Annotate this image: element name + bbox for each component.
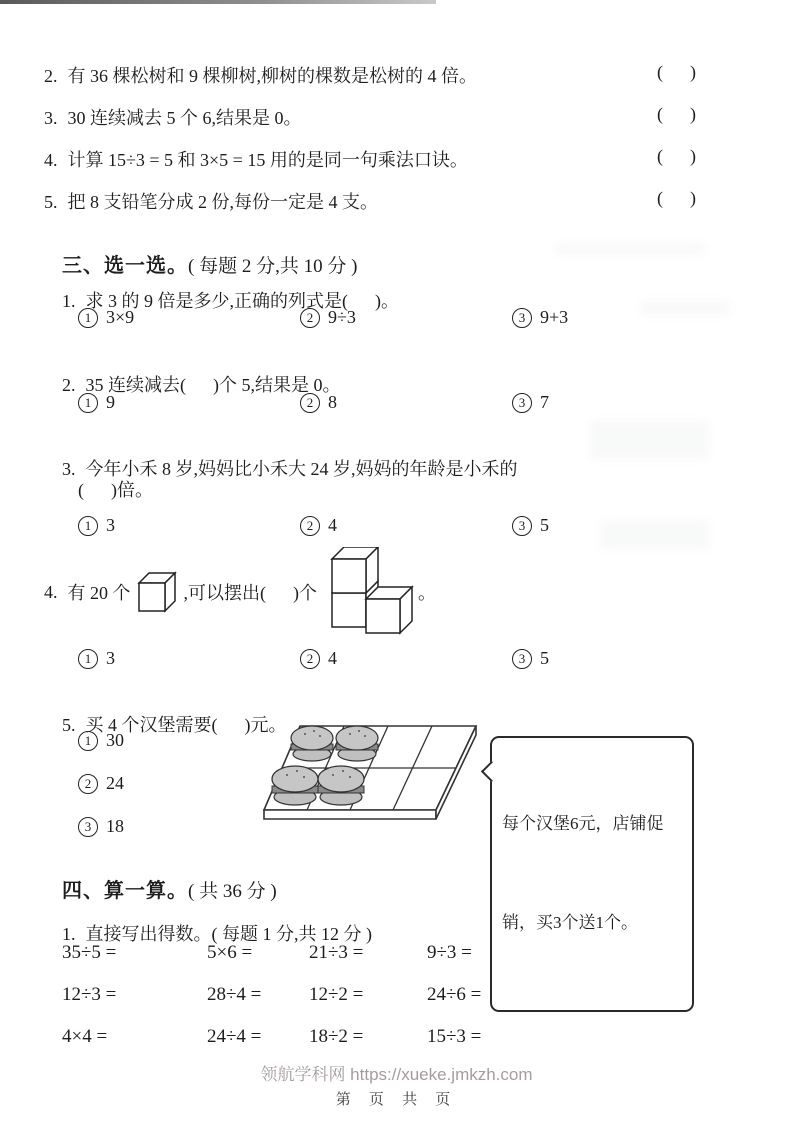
speech-bubble xyxy=(490,736,694,1012)
section-title: 四、算一算。 xyxy=(62,880,188,902)
option-2 xyxy=(300,515,512,536)
question-number: 3. xyxy=(62,459,76,479)
question-number: 4. xyxy=(44,150,58,170)
equation: 12÷2 = xyxy=(309,984,364,1005)
option-label: 4 xyxy=(328,515,337,535)
option-label: 3 xyxy=(106,515,115,535)
watermark-site-url: 领航学科网 https://xueke.jmkzh.com xyxy=(260,1065,533,1084)
truefalse-item xyxy=(44,62,696,88)
option-label: 30 xyxy=(106,730,124,750)
question-text: 求 3 的 9 倍是多少,正确的列式是( )。 xyxy=(85,291,399,311)
option-label: 5 xyxy=(540,648,549,668)
circled-number-icon: 3 xyxy=(512,393,532,413)
option-label: 9 xyxy=(106,392,115,412)
question-text-line1: 今年小禾 8 岁,妈妈比小禾大 24 岁,妈妈的年龄是小禾的 xyxy=(85,459,518,479)
option-label: 4 xyxy=(328,648,337,668)
circled-number-icon: 2 xyxy=(300,516,320,536)
hamburger-icon xyxy=(272,766,318,805)
cube-arrangement-figure xyxy=(322,547,414,637)
option-3 xyxy=(78,816,124,837)
unit-cube-icon xyxy=(135,569,179,615)
option-2 xyxy=(300,648,512,669)
hamburger-icon xyxy=(291,726,333,761)
question-number: 1. xyxy=(62,924,76,944)
truefalse-item xyxy=(44,104,696,130)
question-text: 2. 有 36 棵松树和 9 棵柳树,柳树的棵数是松树的 4 倍。 xyxy=(44,66,477,86)
options-row xyxy=(78,515,549,536)
equation: 9÷3 = xyxy=(427,942,472,963)
circled-number-icon: 3 xyxy=(512,308,532,328)
options-row xyxy=(78,307,568,328)
option-1 xyxy=(78,392,300,413)
bleed-artifact xyxy=(640,300,730,316)
page-number-label: 第 页 共 页 xyxy=(335,1091,458,1108)
equation: 4×4 = xyxy=(62,1026,108,1047)
equation: 15÷3 = xyxy=(427,1026,482,1047)
question-number: 3. xyxy=(44,108,58,128)
answer-blank: ( ) xyxy=(657,62,696,82)
option-label: 9+3 xyxy=(540,307,569,327)
subsection-text: 直接写出得数。( 每题 1 分,共 12 分 ) xyxy=(85,924,372,944)
equations-grid xyxy=(62,941,481,1049)
bleed-artifact xyxy=(590,420,710,460)
hamburger-tray-figure xyxy=(258,698,498,828)
equation: 24÷4 = xyxy=(207,1026,262,1047)
question-text: 4. 计算 15÷3 = 5 和 3×5 = 15 用的是同一句乘法口诀。 xyxy=(44,150,468,170)
options-row xyxy=(78,392,549,413)
option-label: 24 xyxy=(106,773,124,793)
option-3 xyxy=(512,307,568,328)
bubble-text-line2: 销，买3个送1个。 xyxy=(502,913,638,932)
equation: 12÷3 = xyxy=(62,984,117,1005)
section-points: ( 共 36 分 ) xyxy=(188,881,277,902)
option-3 xyxy=(512,515,549,536)
question-number: 5. xyxy=(62,715,76,735)
option-1 xyxy=(78,307,300,328)
question-number: 1. xyxy=(62,291,76,311)
option-label: 5 xyxy=(540,515,549,535)
option-3 xyxy=(512,392,549,413)
circled-number-icon: 3 xyxy=(512,516,532,536)
question-text-line2: ( )倍。 xyxy=(78,480,153,500)
equation: 28÷4 = xyxy=(207,984,262,1005)
question-number: 5. xyxy=(44,192,58,212)
option-label: 18 xyxy=(106,816,124,836)
option-2 xyxy=(78,773,124,794)
section-points: ( 每题 2 分,共 10 分 ) xyxy=(188,256,358,277)
circled-number-icon: 1 xyxy=(78,649,98,669)
option-label: 3 xyxy=(106,648,115,668)
question-text: 5. 把 8 支铅笔分成 2 份,每份一定是 4 支。 xyxy=(44,192,378,212)
equation: 21÷3 = xyxy=(309,942,364,963)
circled-number-icon: 1 xyxy=(78,731,98,751)
truefalse-item xyxy=(44,188,696,214)
option-2 xyxy=(300,307,512,328)
circled-number-icon: 2 xyxy=(300,393,320,413)
hamburger-icon xyxy=(318,766,364,805)
answer-blank: ( ) xyxy=(657,146,696,166)
circled-number-icon: 2 xyxy=(78,774,98,794)
option-1 xyxy=(78,730,124,751)
question-text: ,可以摆出( )个 xyxy=(179,583,322,603)
answer-blank: ( ) xyxy=(657,104,696,124)
option-1 xyxy=(78,515,300,536)
section-title: 三、选一选。 xyxy=(62,255,188,277)
bubble-text-line1: 每个汉堡6元，店铺促 xyxy=(502,814,664,833)
option-label: 8 xyxy=(328,392,337,412)
circled-number-icon: 1 xyxy=(78,516,98,536)
equation: 18÷2 = xyxy=(309,1026,364,1047)
question-number: 2. xyxy=(44,66,58,86)
choice-question xyxy=(44,552,436,632)
option-label: 7 xyxy=(540,392,549,412)
option-2 xyxy=(300,392,512,413)
option-label: 9÷3 xyxy=(328,307,356,327)
option-label: 3×9 xyxy=(106,307,135,327)
circled-number-icon: 1 xyxy=(78,308,98,328)
circled-number-icon: 1 xyxy=(78,393,98,413)
bleed-artifact xyxy=(600,520,710,550)
circled-number-icon: 2 xyxy=(300,649,320,669)
scan-edge-bar xyxy=(0,0,436,4)
option-3 xyxy=(512,648,549,669)
options-row xyxy=(78,648,549,669)
question-text: 35 连续减去( )个 5,结果是 0。 xyxy=(85,375,341,395)
equation: 5×6 = xyxy=(207,942,253,963)
question-text: 有 20 个 xyxy=(67,583,135,603)
answer-blank: ( ) xyxy=(657,188,696,208)
question-text: 3. 30 连续减去 5 个 6,结果是 0。 xyxy=(44,108,302,128)
truefalse-item xyxy=(44,146,696,172)
circled-number-icon: 3 xyxy=(78,817,98,837)
hamburger-icon xyxy=(336,726,378,761)
circled-number-icon: 3 xyxy=(512,649,532,669)
question-number: 4. xyxy=(44,581,58,602)
equation: 35÷5 = xyxy=(62,942,117,963)
option-1 xyxy=(78,648,300,669)
question-text: 买 4 个汉堡需要( )元。 xyxy=(85,715,287,735)
question-text: 。 xyxy=(413,583,436,603)
bleed-artifact xyxy=(555,242,705,256)
question-number: 2. xyxy=(62,375,76,395)
equation: 24÷6 = xyxy=(427,984,482,1005)
circled-number-icon: 2 xyxy=(300,308,320,328)
